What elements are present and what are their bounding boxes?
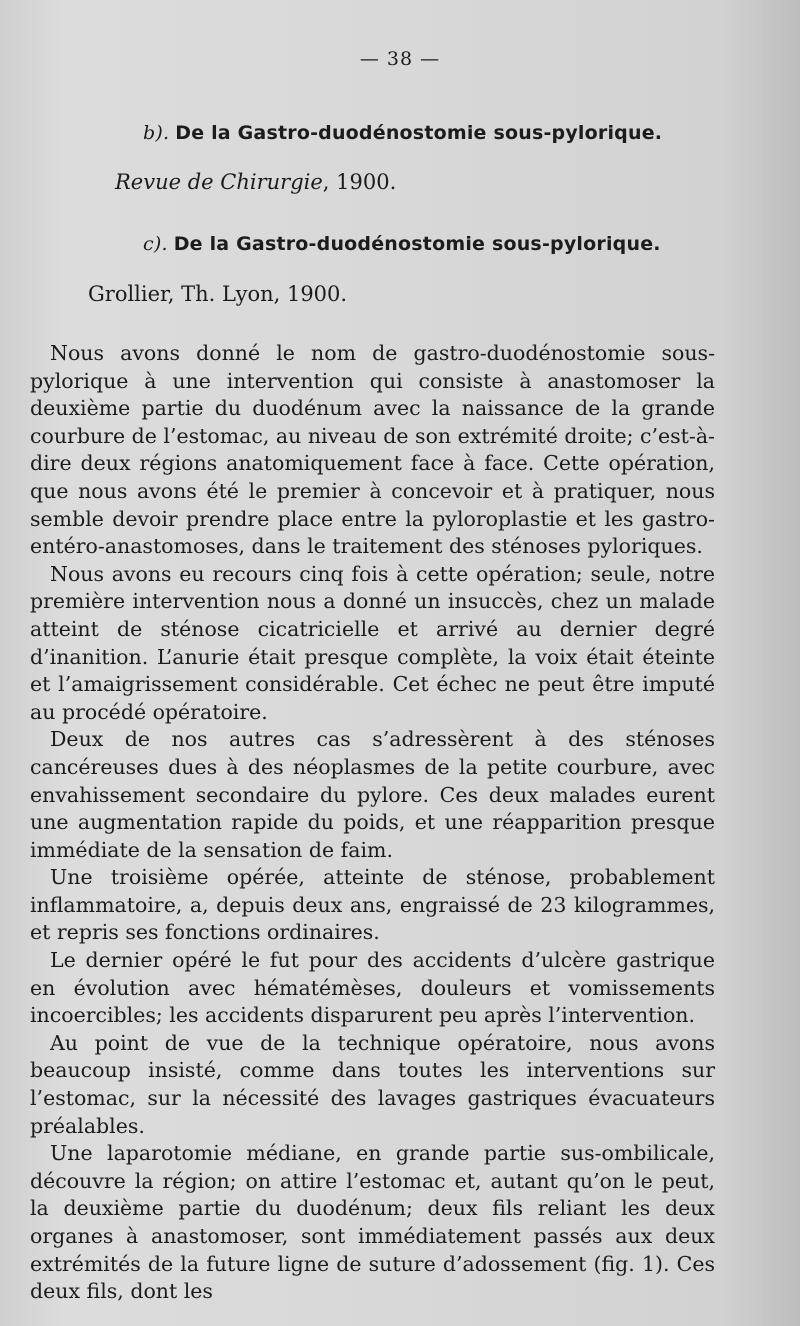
journal-name: Revue de Chirurgie (115, 170, 323, 194)
page-number: — 38 — (359, 48, 441, 70)
paragraph: Deux de nos autres cas s’adressèrent à des sténoses cancéreuses dues à des néoplasmes de la petite courbure, avec envahissement secondaire du pylore. Ces deux malades eurent une augmentation rapide du poids, et une réapparition presque immédiate de la sensation de faim. (30, 727, 715, 862)
reference-c-source (88, 282, 347, 306)
reference-title-text: De la Gastro-duodénostomie sous-pylorique. (175, 122, 663, 144)
reference-c-title (143, 233, 661, 255)
paragraph: Au point de vue de la technique opératoire, nous avons beaucoup insisté, comme dans toutes les interventions sur l’estomac, sur la nécessité des lavages gastriques évacuateurs préalables. (30, 1030, 715, 1138)
reference-letter: b). (143, 122, 170, 144)
thesis-reference: Grollier, Th. Lyon, 1900. (88, 282, 348, 306)
reference-b-title (143, 122, 662, 144)
paragraph: Une troisième opérée, atteinte de sténose, probablement inflammatoire, a, depuis deux ans, engraissé de 23 kilogrammes, et repris ses fonctions ordinaires. (30, 865, 715, 945)
journal-year: , 1900. (322, 170, 397, 194)
paragraph: Le dernier opéré le fut pour des accidents d’ulcère gastrique en évolution avec hématémèses, douleurs et vomissements incoercibles; les accidents disparurent peu après l’intervention. (30, 948, 715, 1028)
paragraph: Nous avons donné le nom de gastro-duodénostomie sous-pylorique à une intervention qui consiste à anastomoser la deuxième partie du duodénum avec la naissance de la grande courbure de l’estomac, au niveau de son extrémité droite; c’est-à-dire deux régions anatomiquement face à face. Cette opération, que nous avons été le premier à concevoir et à pratiquer, nous semble devoir prendre place entre la pyloroplastie et les gastro-entéro-anastomoses, dans le traitement des sténoses pyloriques. (30, 341, 715, 559)
reference-letter: c). (143, 233, 168, 255)
paragraph: Nous avons eu recours cinq fois à cette opération; seule, notre première intervention nous a donné un insuccès, chez un malade atteint de sténose cicatricielle et arrivé au dernier degré d’inanition. L’anurie était presque complète, la voix était éteinte et l’amaigrissement considérable. Cet échec ne peut être imputé au procédé opératoire. (30, 561, 715, 724)
body-text (30, 340, 715, 1306)
reference-b-source (115, 170, 396, 194)
reference-title-text: De la Gastro-duodénostomie sous-pylorique. (173, 233, 661, 255)
paragraph: Une laparotomie médiane, en grande partie sus-ombilicale, découvre la région; on attire l’estomac et, autant qu’on le peut, la deuxième partie du duodénum; deux fils reliant les deux organes à anastomoser, sont immédiatement passés aux deux extrémités de la future ligne de suture d’adossement (fig. 1). Ces deux fils, dont les (30, 1141, 715, 1304)
